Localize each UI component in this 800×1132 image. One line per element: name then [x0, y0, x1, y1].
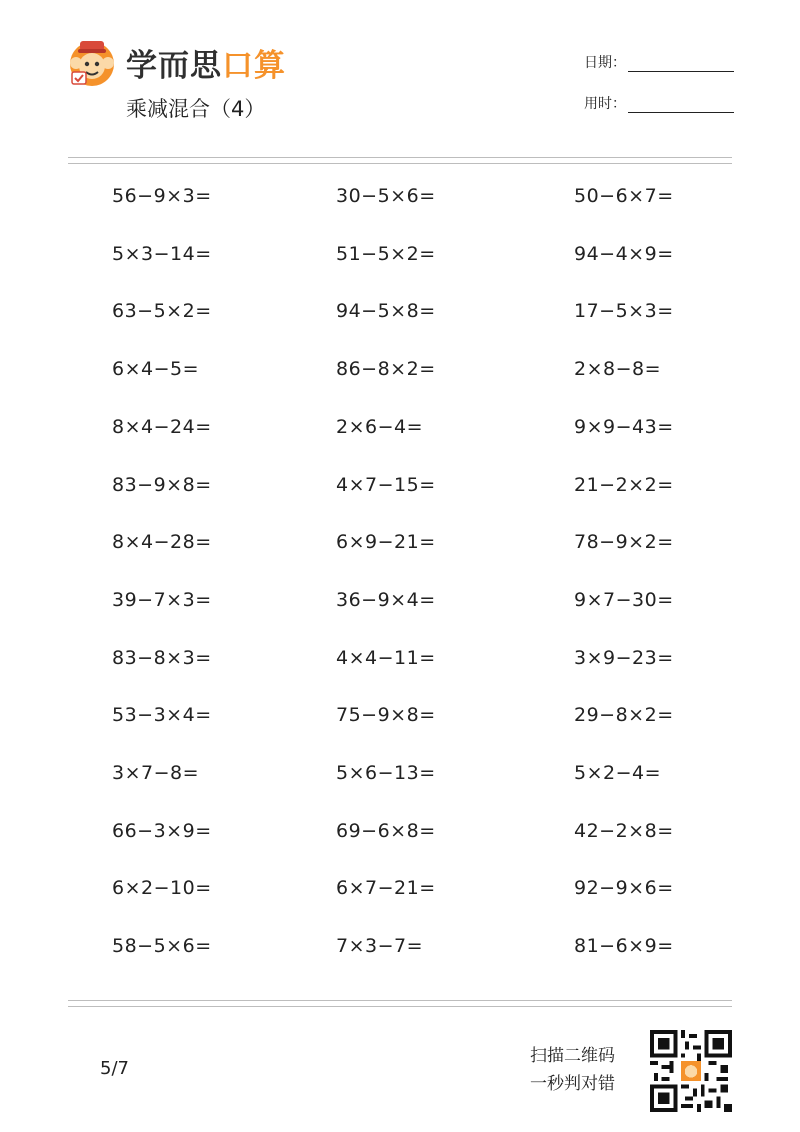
problem-item: 30−5×6=	[336, 185, 436, 207]
problem-item: 94−4×9=	[574, 242, 674, 265]
problem-item: 6×9−21=	[336, 531, 436, 554]
page-header	[0, 0, 800, 160]
brand-main: 学而思	[126, 48, 222, 84]
problem-item: 2×6−4=	[336, 415, 424, 438]
scan-instructions	[530, 1042, 615, 1098]
problem-item: 17−5×3=	[574, 300, 674, 323]
problem-item: 42−2×8=	[574, 819, 674, 842]
problem-item: 53−3×4=	[112, 704, 212, 727]
date-field	[584, 52, 734, 72]
problem-item: 58−5×6=	[112, 935, 212, 958]
problem-item: 3×7−8=	[112, 762, 200, 784]
problem-item: 94−5×8=	[336, 300, 436, 323]
date-blank	[628, 57, 734, 72]
brand-accent: 口算	[222, 48, 286, 84]
problem-item: 56−9×3=	[112, 185, 212, 207]
problem-item: 39−7×3=	[112, 588, 212, 611]
time-label: 用时：	[584, 96, 626, 112]
time-blank	[628, 98, 734, 113]
brand-title	[126, 40, 286, 85]
problem-item: 9×7−30=	[574, 588, 674, 611]
problem-item: 78−9×2=	[574, 531, 674, 554]
problem-item: 9×9−43=	[574, 415, 674, 438]
problem-item: 2×8−8=	[574, 358, 662, 381]
problem-item: 50−6×7=	[574, 185, 674, 207]
problem-item: 51−5×2=	[336, 242, 436, 265]
top-divider	[68, 157, 732, 158]
problem-item: 69−6×8=	[336, 819, 436, 842]
scan-line-2: 一秒判对错	[530, 1074, 615, 1094]
bottom-divider	[68, 1000, 732, 1001]
problem-item: 6×7−21=	[336, 877, 436, 900]
problem-item: 5×3−14=	[112, 242, 212, 265]
top-divider-inner	[68, 163, 732, 164]
problem-item: 92−9×6=	[574, 877, 674, 900]
problem-item: 21−2×2=	[574, 473, 674, 496]
problem-item: 7×3−7=	[336, 935, 424, 958]
problem-item: 86−8×2=	[336, 358, 436, 381]
problem-item: 81−6×9=	[574, 935, 674, 958]
monkey-logo-icon	[66, 36, 118, 88]
problem-item: 36−9×4=	[336, 588, 436, 611]
time-field	[584, 93, 734, 113]
problem-item: 4×4−11=	[336, 646, 436, 669]
problem-item: 5×2−4=	[574, 762, 662, 784]
date-label: 日期：	[584, 55, 626, 71]
problem-item: 8×4−28=	[112, 531, 212, 554]
problem-item: 6×4−5=	[112, 358, 200, 381]
problem-item: 63−5×2=	[112, 300, 212, 323]
page-number: 5/7	[100, 1058, 129, 1079]
problem-item: 5×6−13=	[336, 762, 436, 784]
problem-item: 6×2−10=	[112, 877, 212, 900]
problem-item: 83−9×8=	[112, 473, 212, 496]
scan-line-1: 扫描二维码	[530, 1046, 615, 1066]
problem-item: 8×4−24=	[112, 415, 212, 438]
qr-code-icon[interactable]	[650, 1030, 732, 1112]
problem-item: 3×9−23=	[574, 646, 674, 669]
problem-item: 83−8×3=	[112, 646, 212, 669]
problem-item: 4×7−15=	[336, 473, 436, 496]
worksheet-title: 乘减混合（4）	[126, 97, 266, 121]
problem-item: 75−9×8=	[336, 704, 436, 727]
problem-item: 66−3×9=	[112, 819, 212, 842]
bottom-divider-inner	[68, 1006, 732, 1007]
problem-item: 29−8×2=	[574, 704, 674, 727]
